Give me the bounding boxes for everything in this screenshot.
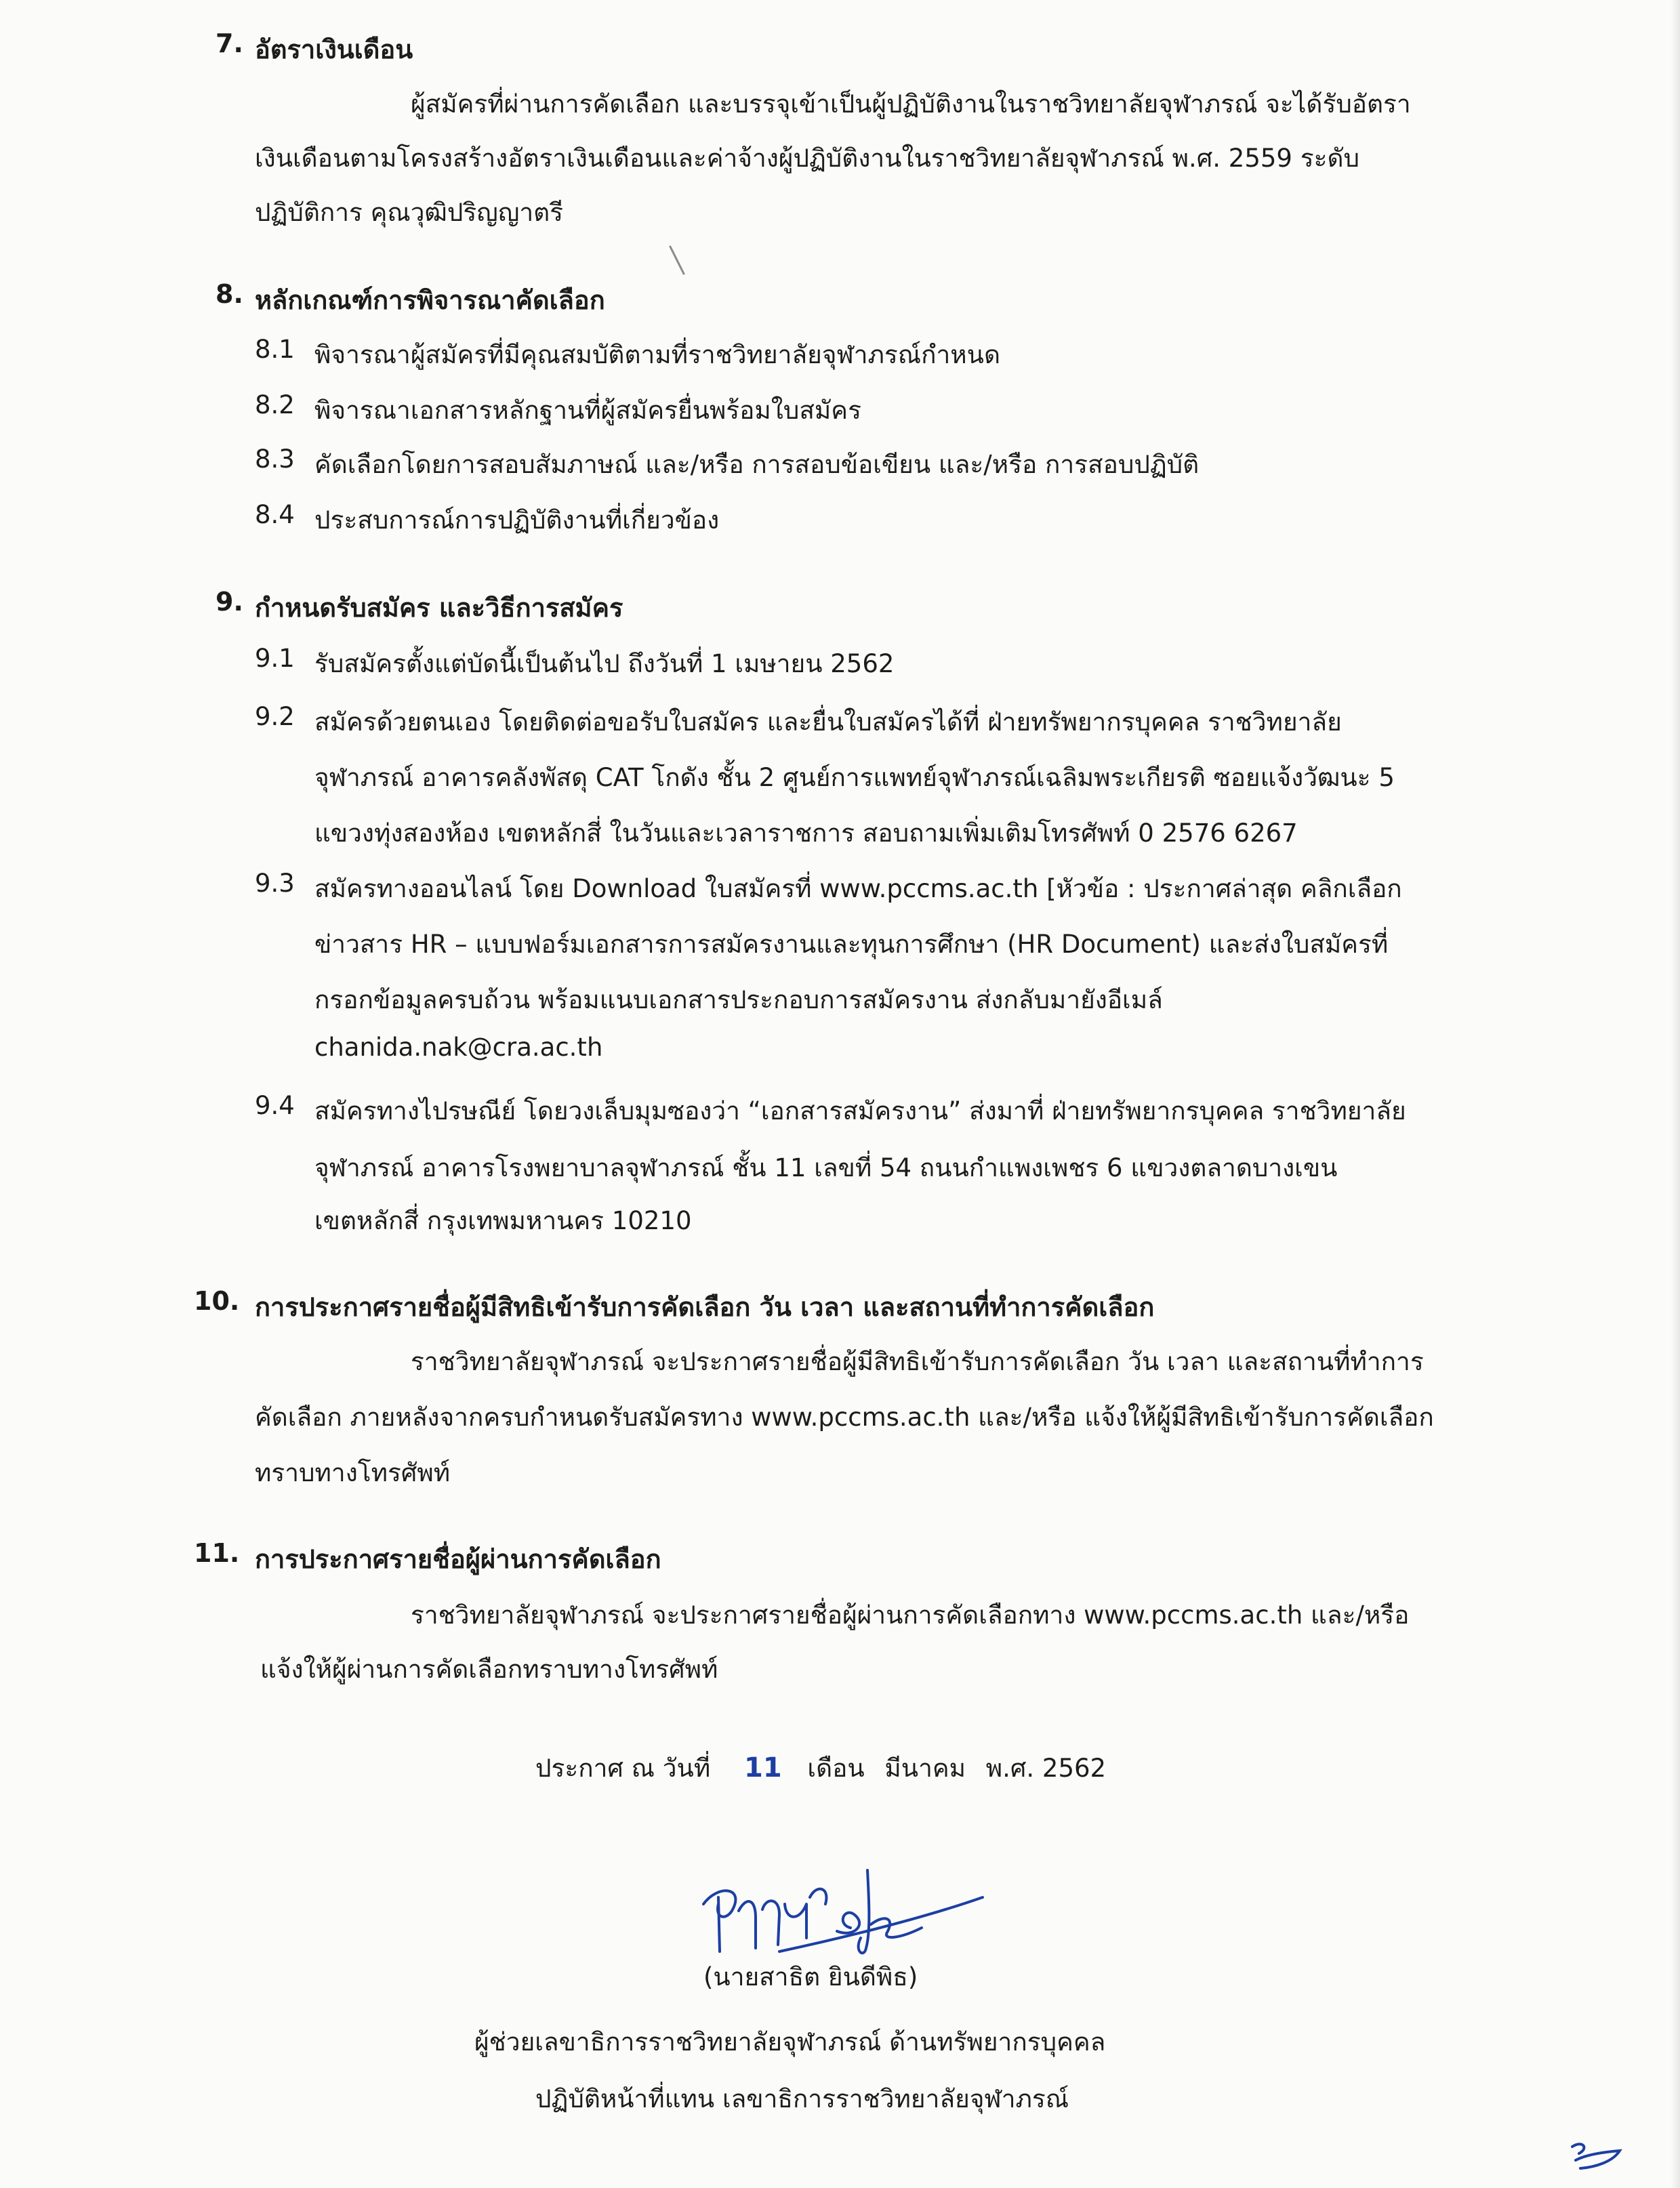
section-9-2-line-3: แขวงทุ่งสองห้อง เขตหลักสี่ ในวันและเวลาราชการ สอบถามเพิ่มเติมโทรศัพท์ 0 2576 6267: [314, 819, 1298, 848]
section-11-line-2: แจ้งให้ผู้ผ่านการคัดเลือกทราบทางโทรศัพท์: [260, 1655, 718, 1684]
section-9-2-line-2: จุฬาภรณ์ อาคารคลังพัสดุ CAT โกดัง ชั้น 2 ศูนย์การแพทย์จุฬาภรณ์เฉลิมพระเกียรติ ซอยแจ้งวัฒนะ 5: [314, 763, 1395, 792]
section-11-line-1: ราชวิทยาลัยจุฬาภรณ์ จะประกาศรายชื่อผู้ผ่านการคัดเลือกทาง www.pccms.ac.th และ/หรือ: [411, 1601, 1410, 1630]
section-11-number: 11.: [194, 1538, 240, 1568]
section-8-1-number: 8.1: [255, 335, 295, 364]
section-9-1-number: 9.1: [255, 644, 295, 673]
signer-name: (นายสาธิต ยินดีพิธ): [703, 1962, 918, 1991]
section-9-3-email[interactable]: chanida.nak@cra.ac.th: [314, 1033, 603, 1062]
section-10-line-3: ทราบทางโทรศัพท์: [255, 1458, 451, 1487]
section-10-line-1: ราชวิทยาลัยจุฬาภรณ์ จะประกาศรายชื่อผู้มีสิทธิเข้ารับการคัดเลือก วัน เวลา และสถานที่ทำการ: [411, 1347, 1424, 1376]
section-8-1-text: พิจารณาผู้สมัครที่มีคุณสมบัติตามที่ราชวิทยาลัยจุฬาภรณ์กำหนด: [314, 340, 1000, 369]
section-9-2-line-1: สมัครด้วยตนเอง โดยติดต่อขอรับใบสมัคร และยื่นใบสมัครได้ที่ ฝ่ายทรัพยากรบุคคล ราชวิทยาลัย: [314, 707, 1342, 737]
section-8-3-text: คัดเลือกโดยการสอบสัมภาษณ์ และ/หรือ การสอบข้อเขียน และ/หรือ การสอบปฏิบัติ: [314, 450, 1200, 479]
signer-position-2: ปฏิบัติหน้าที่แทน เลขาธิการราชวิทยาลัยจุฬาภรณ์: [535, 2084, 1069, 2113]
section-9-number: 9.: [216, 587, 243, 617]
section-8-number: 8.: [216, 279, 243, 309]
section-9-3-number: 9.3: [255, 869, 295, 898]
scan-edge-shadow: [1671, 0, 1680, 2188]
section-7-line-2: เงินเดือนตามโครงสร้างอัตราเงินเดือนและค่าจ้างผู้ปฏิบัติงานในราชวิทยาลัยจุฬาภรณ์ พ.ศ. 2559 ระดับ: [255, 144, 1359, 173]
section-10-title: การประกาศรายชื่อผู้มีสิทธิเข้ารับการคัดเลือก วัน เวลา และสถานที่ทำการคัดเลือก: [255, 1292, 1155, 1322]
section-9-4-line-1: สมัครทางไปรษณีย์ โดยวงเล็บมุมซองว่า “เอกสารสมัครงาน” ส่งมาที่ ฝ่ายทรัพยากรบุคคล ราชวิทยาลัย: [314, 1096, 1406, 1126]
section-9-2-number: 9.2: [255, 702, 295, 731]
section-9-1-line-1: รับสมัครตั้งแต่บัดนี้เป็นต้นไป ถึงวันที่ 1 เมษายน 2562: [314, 649, 895, 678]
section-10-number: 10.: [194, 1286, 240, 1316]
signer-position-1: ผู้ช่วยเลขาธิการราชวิทยาลัยจุฬาภรณ์ ด้านทรัพยากรบุคคล: [474, 2027, 1106, 2057]
announce-day-handwritten: 11: [743, 1752, 782, 1783]
announce-month-label: เดือน: [807, 1754, 865, 1783]
section-9-3-line-3: กรอกข้อมูลครบถ้วน พร้อมแนบเอกสารประกอบการสมัครงาน ส่งกลับมายังอีเมล์: [314, 985, 1163, 1014]
section-8-3-number: 8.3: [255, 445, 295, 474]
section-8-4-number: 8.4: [255, 500, 295, 529]
section-9-4-number: 9.4: [255, 1091, 295, 1120]
section-11-title: การประกาศรายชื่อผู้ผ่านการคัดเลือก: [255, 1544, 661, 1574]
section-9-4-line-2: จุฬาภรณ์ อาคารโรงพยาบาลจุฬาภรณ์ ชั้น 11 เลขที่ 54 ถนนกำแพงเพชร 6 แขวงตลาดบางเขน: [314, 1153, 1338, 1182]
section-10-line-2: คัดเลือก ภายหลังจากครบกำหนดรับสมัครทาง www.pccms.ac.th และ/หรือ แจ้งให้ผู้มีสิทธิเข้ารับการคัดเลือก: [255, 1403, 1434, 1432]
section-9-4-line-3: เขตหลักสี่ กรุงเทพมหานคร 10210: [314, 1206, 692, 1235]
section-9-3-line-1: สมัครทางออนไลน์ โดย Download ใบสมัครที่ www.pccms.ac.th [หัวข้อ : ประกาศล่าสุด คลิกเลือก: [314, 874, 1402, 903]
section-7-number: 7.: [216, 28, 243, 58]
announce-year: พ.ศ. 2562: [985, 1754, 1107, 1783]
announce-month: มีนาคม: [884, 1754, 966, 1783]
section-7-line-3: ปฏิบัติการ คุณวุฒิปริญญาตรี: [255, 198, 564, 227]
section-8-2-number: 8.2: [255, 390, 295, 419]
section-8-2-text: พิจารณาเอกสารหลักฐานที่ผู้สมัครยื่นพร้อมใบสมัคร: [314, 396, 861, 425]
announce-date-line: [535, 1748, 1106, 1788]
initials-mark: [1565, 2134, 1626, 2175]
section-7-line-1: ผู้สมัครที่ผ่านการคัดเลือก และบรรจุเข้าเป็นผู้ปฏิบัติงานในราชวิทยาลัยจุฬาภรณ์ จะได้รับอัตรา: [411, 89, 1411, 119]
section-7-title: อัตราเงินเดือน: [255, 35, 413, 64]
announce-prefix: ประกาศ ณ วันที่: [535, 1754, 711, 1783]
section-9-title: กำหนดรับสมัคร และวิธีการสมัคร: [255, 593, 623, 623]
pencil-mark: [668, 244, 688, 278]
section-8-title: หลักเกณฑ์การพิจารณาคัดเลือก: [255, 285, 605, 315]
section-8-4-text: ประสบการณ์การปฏิบัติงานที่เกี่ยวข้อง: [314, 505, 720, 535]
section-9-3-line-2: ข่าวสาร HR – แบบฟอร์มเอกสารการสมัครงานและทุนการศึกษา (HR Document) และส่งใบสมัครที่: [314, 930, 1389, 959]
